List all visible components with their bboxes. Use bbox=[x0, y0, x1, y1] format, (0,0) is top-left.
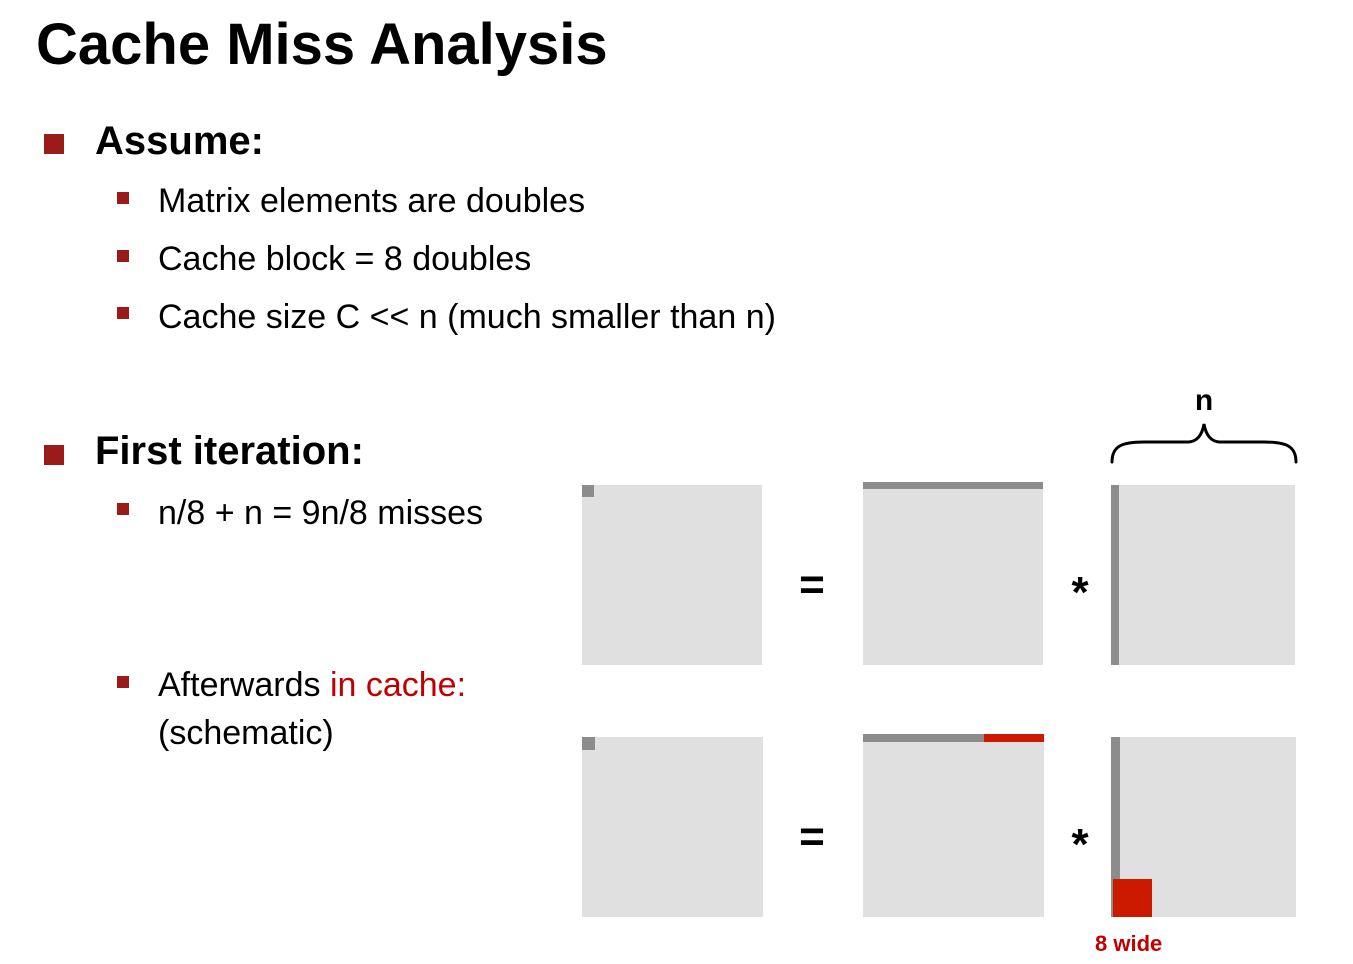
afterwards-text bbox=[158, 664, 466, 706]
afterwards-line2: (schematic) bbox=[158, 714, 334, 752]
row-access bbox=[863, 734, 984, 742]
sub-bullet-square bbox=[117, 250, 129, 262]
page-title: Cache Miss Analysis bbox=[36, 12, 608, 77]
cached-row-block bbox=[984, 734, 1044, 742]
sub-bullet-square bbox=[117, 676, 129, 688]
sub-bullet-square bbox=[117, 307, 129, 319]
section-heading-assume: Assume: bbox=[95, 119, 264, 163]
eight-wide-label: 8 wide bbox=[1095, 931, 1163, 956]
bullet-text: Cache size C << n (much smaller than n) bbox=[158, 298, 776, 336]
sub-bullet-square bbox=[117, 503, 129, 515]
equals-sign: = bbox=[799, 560, 825, 609]
cached-column-block bbox=[1113, 879, 1152, 917]
times-sign: * bbox=[1071, 820, 1089, 869]
column-access bbox=[1111, 485, 1119, 665]
matrix-a-cached bbox=[863, 734, 1044, 917]
bullet-square bbox=[44, 134, 64, 154]
afterwards-prefix: Afterwards bbox=[158, 666, 330, 704]
matrix-b-cached bbox=[1111, 737, 1296, 917]
row-access bbox=[863, 482, 1043, 489]
matrix-c bbox=[582, 485, 762, 665]
bullet-square bbox=[44, 445, 64, 465]
bullet-text: Matrix elements are doubles bbox=[158, 182, 586, 220]
n-label: n bbox=[1194, 384, 1214, 417]
bullet-text: n/8 + n = 9n/8 misses bbox=[158, 494, 484, 532]
matrix-a bbox=[863, 482, 1043, 665]
accessed-element bbox=[582, 737, 595, 750]
afterwards-highlight: in cache: bbox=[329, 666, 467, 704]
matrix-b bbox=[1111, 485, 1295, 665]
equals-sign: = bbox=[799, 812, 825, 861]
section-heading-first-iteration: First iteration: bbox=[95, 429, 364, 473]
curly-brace-icon bbox=[1108, 420, 1300, 466]
accessed-element bbox=[582, 485, 594, 497]
matrix-c-cached bbox=[582, 737, 763, 917]
sub-bullet-square bbox=[117, 192, 129, 204]
times-sign: * bbox=[1071, 568, 1089, 617]
bullet-text: Cache block = 8 doubles bbox=[158, 240, 532, 278]
